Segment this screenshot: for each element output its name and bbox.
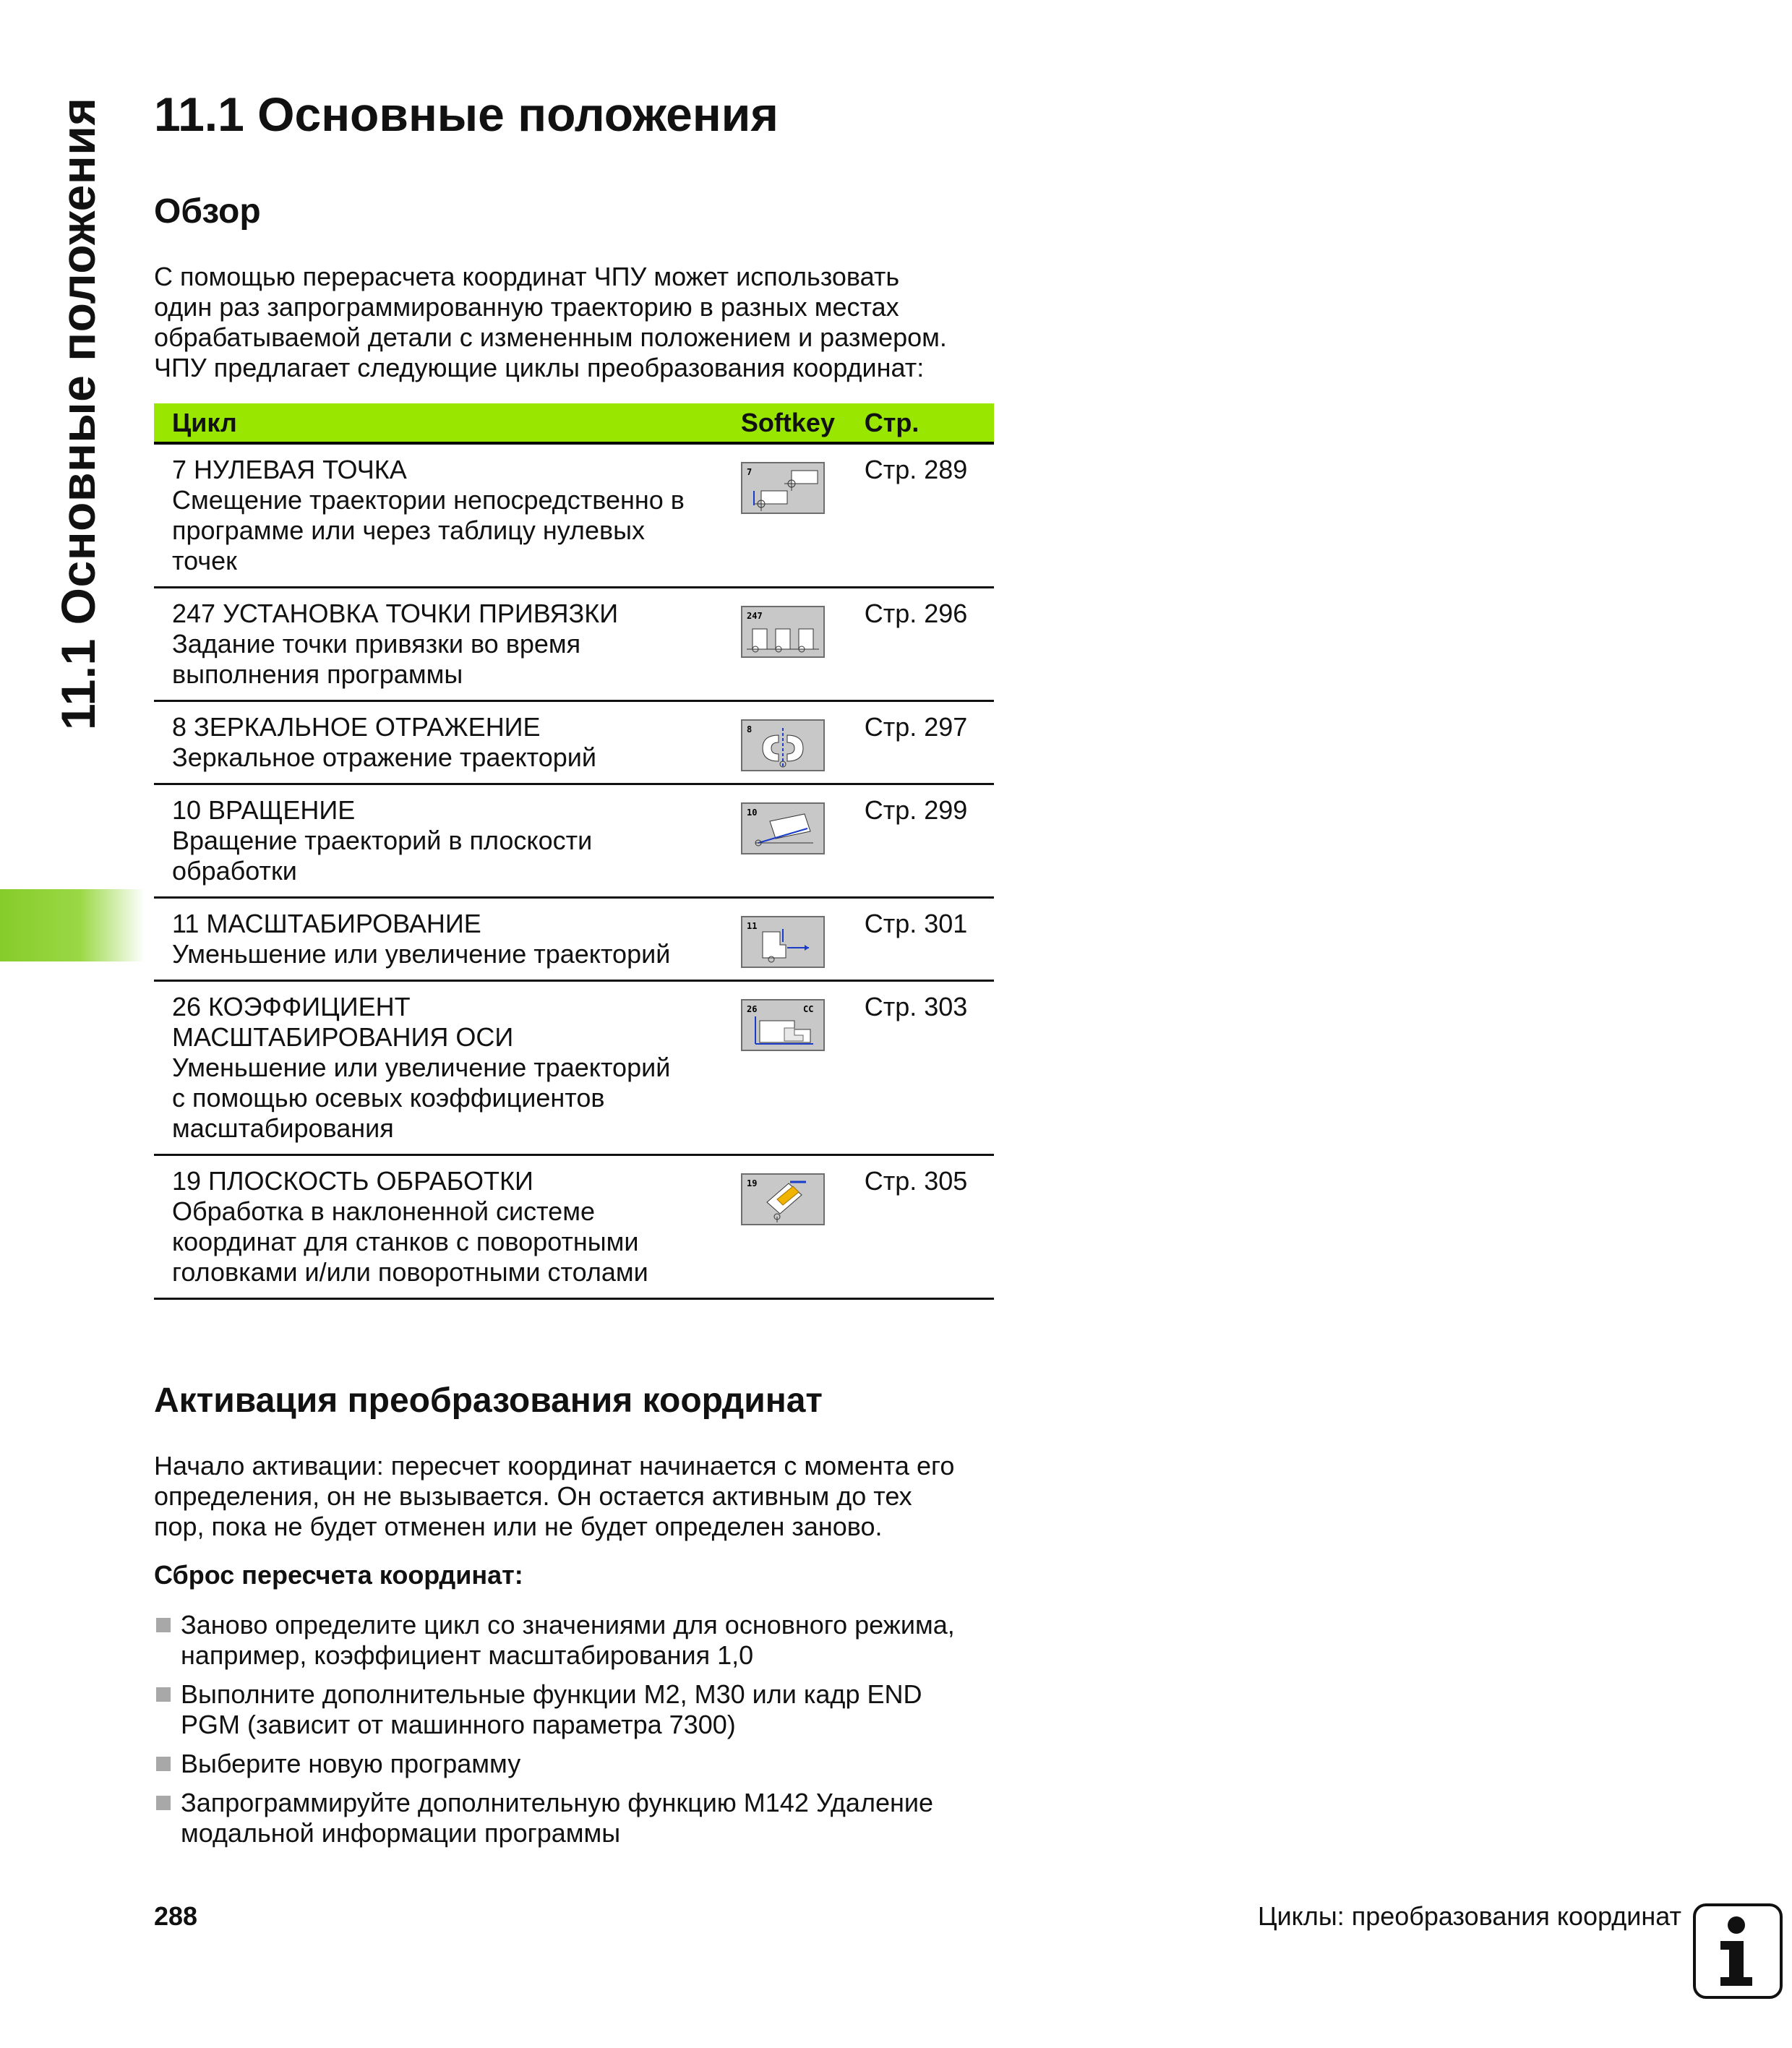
activation-line: пор, пока не будет отменен или не будет определен заново.: [154, 1512, 883, 1541]
cycle-name-continued: МАСШТАБИРОВАНИЯ ОСИ: [172, 1022, 514, 1052]
page-reference: Стр. 305: [865, 1155, 994, 1299]
cycle-name: 10 ВРАЩЕНИЕ: [172, 795, 356, 825]
bullet-square-icon: [156, 1757, 171, 1771]
cycle-description: программе или через таблицу нулевых: [172, 515, 645, 545]
table-row: [154, 443, 994, 588]
header-cycle: Цикл: [154, 403, 741, 443]
scaling-icon[interactable]: [741, 916, 825, 968]
cycle-description: Смещение траектории непосредственно в: [172, 485, 685, 515]
softkey-number: 10: [746, 807, 758, 818]
page-title: 11.1 Основные положения: [154, 87, 779, 141]
table-row: [154, 784, 994, 898]
cycle-name: 11 МАСШТАБИРОВАНИЕ: [172, 909, 481, 938]
softkey-number: 19: [746, 1178, 758, 1188]
cycle-description: координат для станков с поворотными: [172, 1227, 639, 1256]
activation-line: Начало активации: пересчет координат начинается с момента его: [154, 1451, 955, 1481]
reset-label: Сброс пересчета координат:: [154, 1560, 523, 1590]
page-reference: Стр. 303: [865, 981, 994, 1155]
softkey-number: 8: [746, 724, 753, 734]
page-reference: Стр. 301: [865, 898, 994, 981]
cycle-description: Обработка в наклоненной системе: [172, 1196, 595, 1226]
overview-heading: Обзор: [154, 192, 261, 231]
table-row: [154, 588, 994, 701]
rotation-icon[interactable]: [741, 802, 825, 854]
cycle-description: точек: [172, 546, 237, 575]
cycles-table: [154, 403, 994, 1300]
table-row: [154, 1155, 994, 1299]
mirror-image-icon[interactable]: [741, 719, 825, 771]
activation-heading: Активация преобразования координат: [154, 1381, 823, 1420]
page-reference: Стр. 296: [865, 588, 994, 701]
cycle-description: Зеркальное отражение траекторий: [172, 742, 596, 772]
softkey-label: CC: [802, 1004, 814, 1014]
overview-line: ЧПУ предлагает следующие циклы преобразования координат:: [154, 353, 925, 382]
datum-shift-icon[interactable]: [741, 462, 825, 514]
cycle-description: Уменьшение или увеличение траекторий: [172, 939, 671, 969]
cycle-name: 19 ПЛОСКОСТЬ ОБРАБОТКИ: [172, 1166, 533, 1196]
cycle-name: 8 ЗЕРКАЛЬНОЕ ОТРАЖЕНИЕ: [172, 712, 541, 742]
page-reference: Стр. 299: [865, 784, 994, 898]
cycle-description: Уменьшение или увеличение траекторий: [172, 1053, 671, 1082]
cycle-description: выполнения программы: [172, 659, 463, 689]
info-icon[interactable]: [1693, 1903, 1783, 1999]
header-page: Стр.: [865, 403, 994, 443]
bullet-square-icon: [156, 1796, 171, 1810]
softkey-number: 247: [746, 611, 763, 621]
cycle-description: обработки: [172, 856, 297, 886]
softkey-number: 11: [746, 921, 758, 931]
bullet-square-icon: [156, 1687, 171, 1702]
softkey-number: 26: [746, 1004, 758, 1014]
activation-paragraph: [154, 1451, 954, 1542]
cycle-name: 26 КОЭФФИЦИЕНТ: [172, 992, 411, 1021]
cycle-description: масштабирования: [172, 1113, 394, 1143]
header-softkey: Softkey: [741, 403, 865, 443]
side-chapter-title: 11.1 Основные положения: [51, 97, 105, 730]
page-reference: Стр. 297: [865, 701, 994, 784]
reset-bullet-list: [154, 1610, 955, 1857]
list-item: Выберите новую программу: [154, 1749, 955, 1779]
cycle-description: Вращение траекторий в плоскости: [172, 826, 593, 855]
datum-setting-icon[interactable]: [741, 606, 825, 658]
side-chapter-tab: [0, 889, 145, 961]
cycle-name: 7 НУЛЕВАЯ ТОЧКА: [172, 455, 407, 484]
cycle-description: с помощью осевых коэффициентов: [172, 1083, 605, 1113]
list-item: Выполните дополнительные функции M2, M30 или кадр END PGM (зависит от машинного параметра 7300): [154, 1679, 955, 1740]
cycle-description: Задание точки привязки во время: [172, 629, 581, 659]
overview-line: обрабатываемой детали с измененным положением и размером.: [154, 322, 947, 352]
footer-chapter-title: Циклы: преобразования координат: [1257, 1901, 1681, 1931]
table-row: [154, 701, 994, 784]
overview-paragraph: [154, 262, 947, 383]
page-number: 288: [154, 1901, 198, 1931]
bullet-square-icon: [156, 1618, 171, 1632]
list-item: Заново определите цикл со значениями для основного режима, например, коэффициент масштабирования 1,0: [154, 1610, 955, 1671]
overview-line: один раз запрограммированную траекторию в разных местах: [154, 292, 899, 322]
page-reference: Стр. 289: [865, 443, 994, 588]
cycle-name: 247 УСТАНОВКА ТОЧКИ ПРИВЯЗКИ: [172, 599, 619, 628]
softkey-number: 7: [746, 467, 753, 477]
table-header-row: [154, 403, 994, 443]
axis-scaling-icon[interactable]: [741, 999, 825, 1051]
list-item: Запрограммируйте дополнительную функцию M142 Удаление модальной информации программы: [154, 1788, 955, 1848]
table-row: [154, 981, 994, 1155]
table-row: [154, 898, 994, 981]
cycle-description: головками и/или поворотными столами: [172, 1257, 648, 1287]
working-plane-icon[interactable]: [741, 1173, 825, 1225]
overview-line: С помощью перерасчета координат ЧПУ может использовать: [154, 262, 900, 291]
activation-line: определения, он не вызывается. Он остается активным до тех: [154, 1481, 912, 1511]
